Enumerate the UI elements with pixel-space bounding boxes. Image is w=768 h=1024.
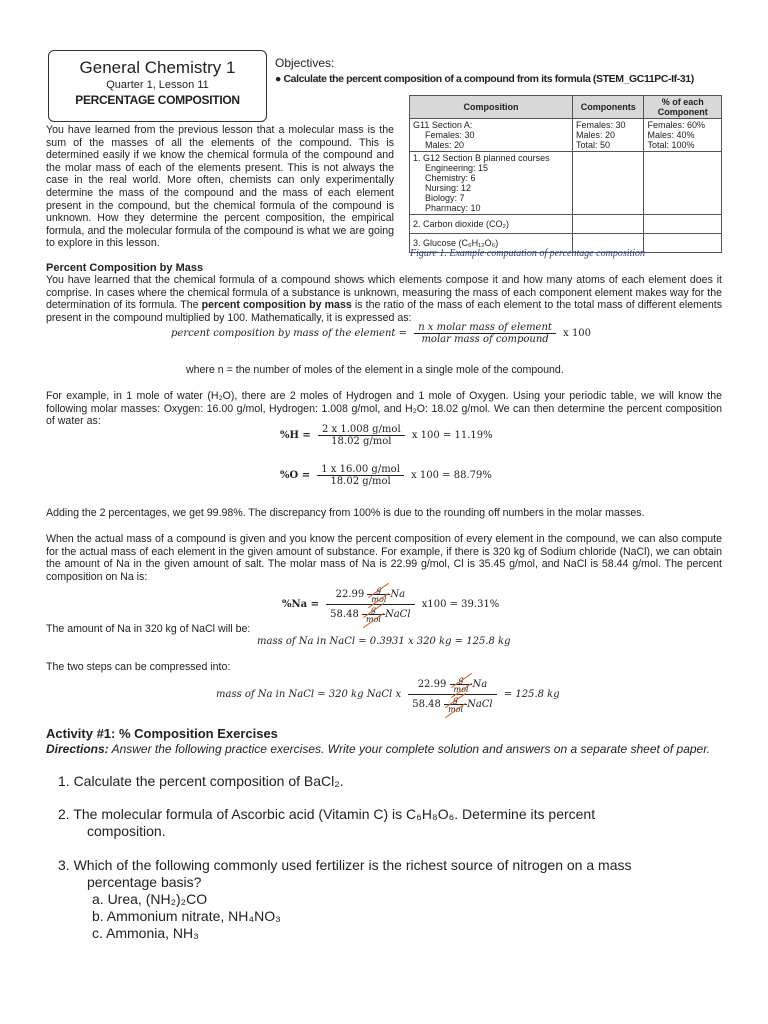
- question-1: 1. Calculate the percent composition of BaCl₂.: [58, 773, 344, 789]
- directions-text: Answer the following practice exercises. Write your complete solution and answers on a separate sheet of paper.: [108, 742, 711, 756]
- eq-tail: x 100 = 11.19%: [411, 430, 493, 441]
- cell-text: Pharmacy: 10: [425, 203, 481, 213]
- choice-b: b. Ammonium nitrate, NH₄NO₃: [92, 908, 281, 924]
- eq-lhs: %H =: [280, 430, 311, 441]
- course-title: General Chemistry 1: [79, 58, 236, 77]
- paragraph-definition: [46, 274, 722, 324]
- question-2: 2. The molecular formula of Ascorbic acid (Vitamin C) is C₆H₈O₆. Determine its percent: [58, 806, 596, 822]
- formula-fraction: [414, 322, 556, 345]
- unit-mol: mol: [444, 705, 467, 714]
- example-table: [409, 95, 722, 253]
- lesson-number: Quarter 1, Lesson 11: [106, 79, 209, 91]
- activity-heading: Activity #1: % Composition Exercises: [46, 726, 278, 741]
- lesson-header-box: [48, 50, 267, 122]
- text-run: is the ratio of the mass of each element to the total mass of different elements present in the compound multiplied by 100. Mathematically, it is expressed as:: [46, 299, 723, 324]
- formula-denominator: molar mass of compound: [421, 334, 549, 345]
- eq-unit: NaCl: [467, 699, 493, 710]
- text-run: You have learned that the chemical formula of a compound shows which elements compose it and how many atoms of each element does it comprise. In cases where the chemical formula of a substance is unknown, measuring the mass of each component element makes way for the determination of its formula. The: [46, 274, 722, 312]
- eq-numerator: [408, 675, 496, 695]
- eq-fraction: [326, 585, 414, 624]
- equation-hydrogen: [280, 424, 493, 447]
- cell-text: Females: 60%: [647, 120, 706, 130]
- eq-value: 22.99: [335, 589, 365, 600]
- eq-denominator: 18.02 g/mol: [330, 476, 391, 487]
- section-heading: Percent Composition by Mass: [46, 262, 204, 274]
- table-row: [410, 215, 722, 234]
- cell-text: Males: 20: [425, 140, 465, 150]
- objective-item: ● Calculate the percent composition of a compound from its formula (STEM_GC11PC-If-31): [275, 73, 694, 85]
- cell-text: Chemistry: 6: [425, 173, 476, 183]
- equation-mass-simple: mass of Na in NaCl = 0.3931 x 320 kg = 125.8 kg: [257, 636, 511, 647]
- cell-text: Engineering: 15: [425, 163, 489, 173]
- formula-lhs: percent composition by mass of the element =: [171, 328, 407, 339]
- table-row: [410, 119, 722, 152]
- objectives-label: Objectives:: [275, 56, 335, 70]
- eq-lhs: mass of Na in NaCl = 320 kg NaCl x: [216, 689, 402, 700]
- figure-caption: Figure 1. Example computation of percentage composition: [410, 248, 646, 259]
- eq-unit: NaCl: [384, 609, 411, 620]
- table-header: Composition: [410, 96, 573, 119]
- cell-text: Nursing: 12: [425, 183, 472, 193]
- where-note: where n = the number of moles of the element in a single mole of the compound.: [186, 364, 564, 376]
- eq-denominator: [408, 695, 496, 714]
- cell-text: Males: 40%: [647, 130, 695, 140]
- choice-c: c. Ammonia, NH₃: [92, 925, 199, 941]
- eq-numerator: 1 x 16.00 g/mol: [317, 464, 404, 476]
- eq-value: 22.99: [417, 679, 447, 690]
- table-row: [410, 152, 722, 215]
- unit-g: g: [450, 675, 473, 685]
- eq-denominator: [326, 605, 414, 624]
- eq-unit: Na: [472, 679, 488, 690]
- lesson-topic: PERCENTAGE COMPOSITION: [75, 93, 240, 107]
- cell-text: Biology: 7: [425, 193, 465, 203]
- cell-text: 1. G12 Section B planned courses: [413, 153, 550, 163]
- paragraph-water-example: For example, in 1 mole of water (H₂O), there are 2 moles of Hydrogen and 1 mole of Oxygen. Using your periodic table, we will know the following molar masses: Oxygen: 16.00 g/mol, Hydrogen: 1.008 g/mol, and H₂O: 18.02 g/mol. We can then determine the percent composition of water as:: [46, 390, 722, 428]
- paragraph-nacl-example: When the actual mass of a compound is given and you know the percent composition of every element in the compound, we can also compute for the actual mass of each element in the given amount of substance. For example, if there is 320 kg of Sodium chloride (NaCl), we can obtain the amount of Na in the given amount of salt. The molar mass of Na is 22.99 g/mol, Cl is 35.45 g/mol, and NaCl is 58.44 g/mol. The percent composition on Na is:: [46, 533, 722, 583]
- activity-directions: [46, 742, 726, 756]
- eq-tail: x100 = 39.31%: [421, 599, 500, 610]
- paragraph-rounding: Adding the 2 percentages, we get 99.98%. The discrepancy from 100% is due to the rounding off numbers in the molar masses.: [46, 507, 645, 519]
- cell-text: Females: 30: [576, 120, 626, 130]
- formula-numerator: n x molar mass of element: [414, 322, 556, 334]
- intro-paragraph: You have learned from the previous lesson that a molecular mass is the sum of the masses of all the elements of the compound. This is determined easily if we know the chemical formula of the compound and the molar mass of each of the elements present. This is not always the case in the real world. More often, chemists can only experimentally determine the mass of the compound and the mass of each element present in the compound, but the chemical formula of the compound is unknown. How they determine the percent composition, the empirical formula, and the molecular formula of the compound is what we are going to explore in this lesson.: [46, 124, 394, 250]
- equation-oxygen: [280, 464, 492, 487]
- choice-a: a. Urea, (NH₂)₂CO: [92, 891, 208, 907]
- cell-text: 2. Carbon dioxide (CO₂): [410, 215, 573, 234]
- eq-fraction: [408, 675, 496, 714]
- formula-general: [171, 322, 591, 345]
- question-3-cont: percentage basis?: [87, 874, 202, 890]
- eq-tail: = 125.8 kg: [503, 689, 560, 700]
- eq-numerator: 2 x 1.008 g/mol: [318, 424, 405, 436]
- eq-lhs: %Na =: [282, 599, 319, 610]
- eq-tail: x 100 = 88.79%: [411, 470, 492, 481]
- eq-unit: Na: [390, 589, 406, 600]
- eq-fraction: [317, 464, 404, 487]
- eq-value: 58.48: [330, 609, 359, 620]
- unit-g: g: [444, 695, 467, 705]
- question-2-cont: composition.: [87, 823, 166, 839]
- equation-sodium: [282, 585, 499, 624]
- directions-label: Directions:: [46, 742, 109, 756]
- cell-text: Total: 50: [576, 140, 611, 150]
- cell-text: Females: 30: [425, 130, 475, 140]
- eq-value: 58.48: [412, 699, 441, 710]
- eq-fraction: [318, 424, 405, 447]
- unit-mol: mol: [362, 615, 385, 624]
- eq-denominator: 18.02 g/mol: [331, 436, 392, 447]
- unit-mol: mol: [450, 685, 473, 694]
- text-run-bold: percent composition by mass: [201, 299, 352, 312]
- objective-text: Calculate the percent composition of a compound from its formula (STEM_GC11PC-If-31): [283, 73, 694, 85]
- paragraph-amount: The amount of Na in 320 kg of NaCl will be:: [46, 623, 251, 635]
- eq-lhs: %O =: [280, 470, 311, 481]
- unit-g: g: [367, 585, 390, 595]
- unit-g: g: [362, 605, 385, 615]
- formula-tail: x 100: [563, 328, 592, 339]
- cell-text: Males: 20: [576, 130, 616, 140]
- table-header: % of each Component: [644, 96, 722, 119]
- paragraph-two-steps: The two steps can be compressed into:: [46, 661, 231, 673]
- eq-numerator: [326, 585, 414, 605]
- question-3: 3. Which of the following commonly used fertilizer is the richest source of nitrogen on a mass: [58, 857, 632, 873]
- unit-mol: mol: [367, 595, 390, 604]
- cell-text: 3. Glucose (C₆H₁₂O₆): [410, 234, 573, 253]
- cell-text: Total: 100%: [647, 140, 695, 150]
- cell-text: G11 Section A:: [413, 120, 473, 130]
- table-header: Components: [573, 96, 644, 119]
- equation-mass-combined: [216, 675, 560, 714]
